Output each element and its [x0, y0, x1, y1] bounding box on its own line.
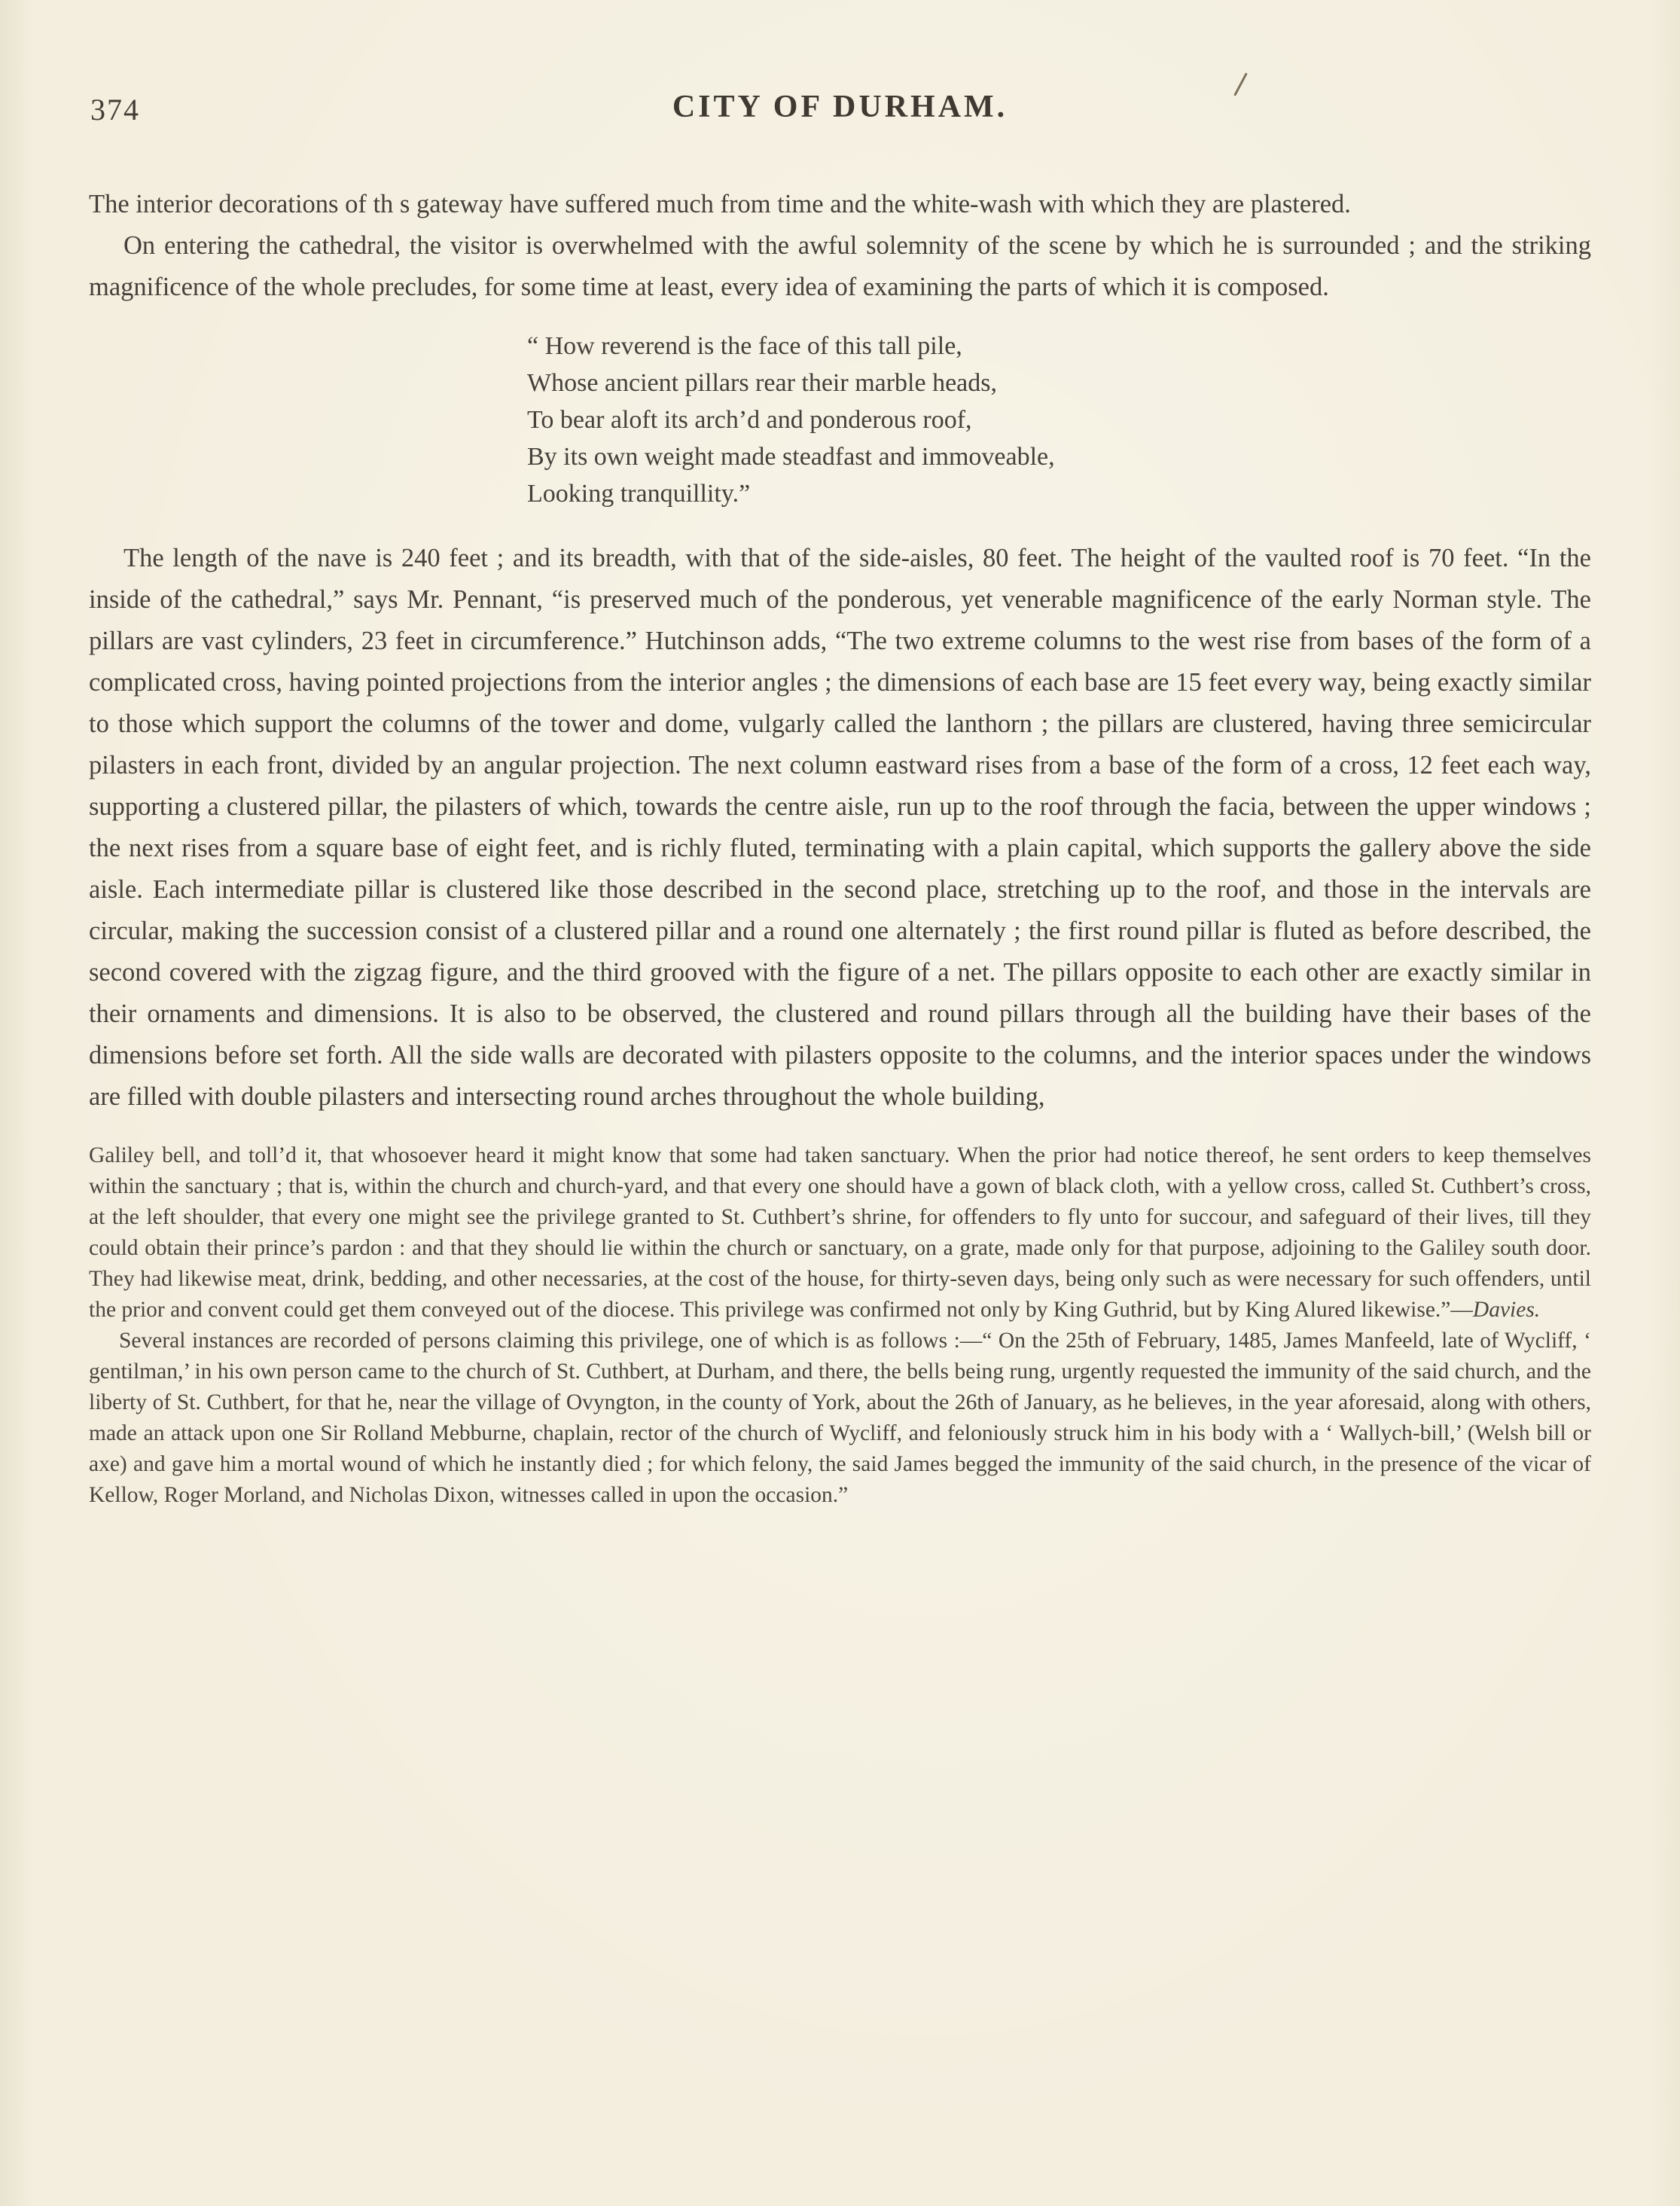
footnote-block — [89, 1140, 1591, 1511]
paragraph-nave-description: The length of the nave is 240 feet ; and its breadth, with that of the side-aisles, 80 feet. The height of the vaulted roof is 70 feet. “In the inside of the cathedral,” says Mr. Pennant, “is preserved much of the ponderous, yet venerable magnificence of the early Norman style. The pillars are vast cylinders, 23 feet in circumference.” Hutchinson adds, “The two extreme columns to the west rise from bases of the form of a complicated cross, having pointed projections from the interior angles ; the dimensions of each base are 15 feet every way, being exactly similar to those which support the columns of the tower and dome, vulgarly called the lanthorn ; the pillars are clustered, having three semicircular pilasters in each front, divided by an angular projection. The next column eastward rises from a base of the form of a cross, 12 feet each way, supporting a clustered pillar, the pilasters of which, towards the centre aisle, run up to the roof through the facia, between the upper windows ; the next rises from a square base of eight feet, and is richly fluted, terminating with a plain capital, which supports the gallery above the side aisle. Each intermediate pillar is clustered like those described in the second place, stretching up to the roof, and those in the intervals are circular, making the succession consist of a clustered pillar and a round one alternately ; the first round pillar is fluted as before described, the second covered with the zigzag figure, and the third grooved with the figure of a net. The pillars opposite to each other are exactly similar in their ornaments and dimensions. It is also to be observed, the clustered and round pillars through all the building have their bases of the dimensions before set forth. All the side walls are decorated with pilasters opposite to the columns, and the interior spaces under the windows are filled with double pilasters and intersecting round arches throughout the whole building, — [89, 544, 1591, 1111]
main-text — [89, 184, 1591, 1118]
footnote-paragraph-sanctuary — [89, 1140, 1591, 1326]
running-title: CITY OF DURHAM. — [672, 90, 1008, 124]
verse-line: Whose ancient pillars rear their marble heads, — [527, 369, 998, 397]
verse-line: To bear aloft its arch’d and ponderous roof, — [527, 406, 972, 434]
verse-line: Looking tranquillity.” — [527, 480, 751, 508]
footnote-text: Galiley bell, and toll’d it, that whosoever heard it might know that some had taken sanctuary. When the prior had notice thereof, he sent orders to keep themselves within the sanctuary ; that is, within the church and church-yard, and that every one should have a gown of black cloth, with a yellow cross, called St. Cuthbert’s cross, at the left shoulder, that every one might see the privilege granted to St. Cuthbert’s shrine, for offenders to fly unto for succour, and safeguard of their lives, till they could obtain their prince’s pardon : and that they should lie within the church or sanctuary, on a grate, made only for that purpose, adjoining to the Galiley south door. They had likewise meat, drink, bedding, and other necessaries, at the cost of the house, for thirty-seven days, being only such as were necessary for such offenders, until the prior and convent could get them conveyed out of the diocese. This privilege was confirmed not only by King Guthrid, but by King Alured likewise.”— — [89, 1143, 1591, 1322]
paragraph-on-entering: On entering the cathedral, the visitor is overwhelmed with the awful solemnity of the scene by which he is surrounded ; and the striking magnificence of the whole precludes, for some time at least, every idea of examining the parts of which it is composed. — [89, 231, 1591, 301]
page-number: 374 — [90, 93, 140, 127]
page-header — [89, 0, 1591, 145]
verse-quotation — [527, 328, 1591, 512]
footnote-attribution: Davies. — [1472, 1298, 1541, 1322]
footnote-paragraph-instances: Several instances are recorded of persons claiming this privilege, one of which is as follows :—“ On the 25th of February, 1485, James Manfeeld, late of Wycliff, ‘ gentilman,’ in his own person came to the church of St. Cuthbert, at Durham, and there, the bells being rung, urgently requested the immunity of the said church, and the liberty of St. Cuthbert, for that he, near the village of Ovyngton, in the county of York, about the 26th of January, as he believes, in the year aforesaid, along with others, made an attack upon one Sir Rolland Mebburne, chaplain, rector of the church of Wycliff, and feloniously struck him in his body with a ‘ Wallych-bill,’ (Welsh bill or axe) and gave him a mortal wound of which he instantly died ; for which felony, the said James begged the immunity of the said church, in the presence of the vicar of Kellow, Roger Morland, and Nicholas Dixon, witnesses called in upon the occasion.” — [89, 1329, 1591, 1507]
verse-line: “ How reverend is the face of this tall pile, — [527, 332, 962, 360]
verse-line: By its own weight made steadfast and immoveable, — [527, 443, 1055, 471]
paragraph-intro: The interior decorations of th s gateway have suffered much from time and the white-wash with which they are plastered. — [89, 190, 1351, 218]
text-block — [89, 0, 1591, 1511]
